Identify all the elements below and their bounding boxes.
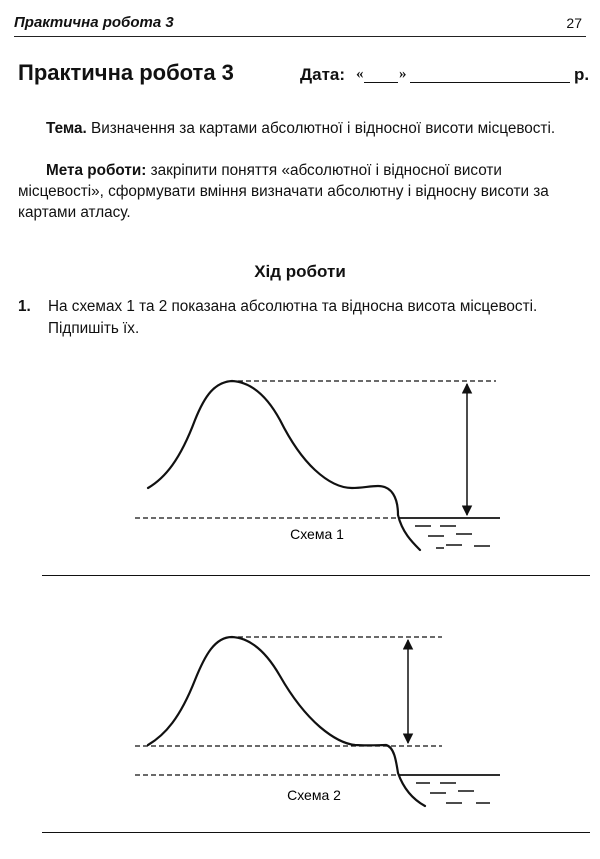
answer-line-2[interactable] xyxy=(42,832,590,833)
date-close-quote: » xyxy=(399,66,407,82)
running-header-title: Практична робота 3 xyxy=(14,14,174,31)
scheme-2-water-marks xyxy=(416,783,490,803)
scheme-1-water-marks xyxy=(415,526,490,548)
date-open-quote: « xyxy=(356,66,364,82)
scheme-2-diagram xyxy=(135,637,500,806)
date-label: Дата: xyxy=(300,65,346,84)
answer-line-1[interactable] xyxy=(42,575,590,576)
goal-label: Мета роботи: xyxy=(46,162,147,179)
scheme-1-diagram xyxy=(135,381,500,550)
goal-text: закріпити поняття «абсолютної і відносної висоти місцевості», сформувати вміння визначати абсолютну і відносну висоти за картами атласу. xyxy=(18,162,549,221)
page-title: Практична робота 3 xyxy=(18,60,234,85)
task-1-text: На схемах 1 та 2 показана абсолютна та відносна висота місцевості. Підпишіть їх. xyxy=(48,298,538,337)
date-year-suffix: р. xyxy=(574,65,590,84)
scheme-2-label: Схема 2 xyxy=(287,787,341,803)
scheme-2-hill-profile xyxy=(148,637,425,806)
page-number: 27 xyxy=(566,15,582,31)
scheme-1-label: Схема 1 xyxy=(290,526,344,542)
progress-heading: Хід роботи xyxy=(254,262,346,281)
topic-label: Тема. xyxy=(46,120,87,137)
scheme-1-hill-profile xyxy=(148,381,420,550)
task-1-number: 1. xyxy=(18,298,31,315)
topic-text: Визначення за картами абсолютної і відносної висоти місцевості. xyxy=(86,120,556,137)
